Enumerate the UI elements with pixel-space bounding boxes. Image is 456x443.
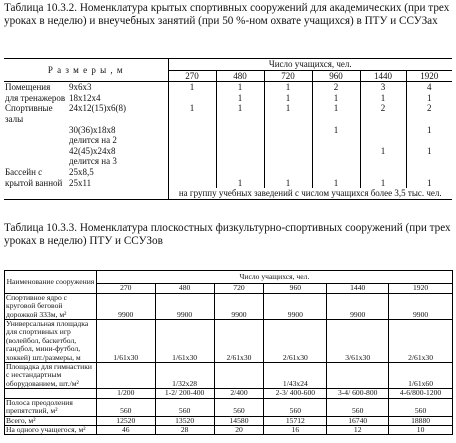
cell-value: 1 bbox=[406, 146, 452, 157]
cell-value bbox=[264, 156, 312, 167]
cell-value: 4-6/800-1200 bbox=[389, 389, 453, 398]
cell-value: 3/61х30 bbox=[327, 320, 389, 363]
cell-value bbox=[264, 167, 312, 178]
cell-value bbox=[264, 146, 312, 157]
column-header: 960 bbox=[312, 70, 360, 82]
table-row bbox=[4, 93, 452, 104]
cell-value bbox=[168, 178, 216, 189]
cell-value: 560 bbox=[96, 398, 155, 416]
row-name: Спортивное ядро с круговой беговой дорожкой 333м, м² bbox=[5, 293, 97, 319]
cell-value: 46 bbox=[96, 425, 155, 434]
table-row bbox=[4, 82, 452, 93]
cell-value: 28 bbox=[155, 425, 214, 434]
students-column-header: Число учащихся, чел. bbox=[96, 271, 452, 284]
cell-value: 1 bbox=[312, 178, 360, 189]
cell-value bbox=[216, 167, 264, 178]
row-size: делится на 3 bbox=[69, 156, 117, 167]
cell-value bbox=[312, 146, 360, 157]
cell-value bbox=[216, 156, 264, 167]
cell-value: 1 bbox=[168, 103, 216, 124]
cell-value: 1 bbox=[312, 103, 360, 124]
cell-value: 9900 bbox=[264, 293, 327, 319]
cell-value: 2 bbox=[406, 103, 452, 124]
students-column-header: Число учащихся, чел. bbox=[168, 59, 452, 71]
cell-value: 15712 bbox=[264, 416, 327, 425]
table-row bbox=[4, 178, 452, 189]
cell-value: 4 bbox=[406, 82, 452, 93]
cell-value bbox=[360, 135, 406, 146]
table-row bbox=[5, 320, 453, 363]
table-row bbox=[5, 416, 453, 425]
cell-value bbox=[327, 363, 389, 389]
column-header: 720 bbox=[264, 70, 312, 82]
cell-value: 1/61х30 bbox=[96, 320, 155, 363]
cell-value bbox=[264, 125, 312, 136]
cell-value: 1 bbox=[312, 125, 360, 136]
cell-value bbox=[406, 156, 452, 167]
column-header: 720 bbox=[214, 284, 264, 293]
table1-footnote: на группу учебных заведений с числом учащихся более 3,5 тыс. чел. bbox=[168, 188, 452, 199]
table2-body bbox=[5, 293, 453, 435]
row-name bbox=[4, 146, 68, 157]
cell-value bbox=[312, 156, 360, 167]
row-name bbox=[5, 389, 97, 398]
cell-value: 1/61х30 bbox=[155, 320, 214, 363]
cell-value: 3-4/ 600-800 bbox=[327, 389, 389, 398]
cell-value: 1 bbox=[406, 125, 452, 136]
indoor-facilities-table bbox=[4, 58, 452, 200]
cell-value bbox=[168, 167, 216, 178]
cell-value bbox=[168, 125, 216, 136]
cell-value: 2-3/ 400-600 bbox=[264, 389, 327, 398]
cell-value bbox=[360, 125, 406, 136]
cell-value: 12520 bbox=[96, 416, 155, 425]
cell-value: 1/200 bbox=[96, 389, 155, 398]
size-column-header: Р а з м е р ы , м bbox=[4, 59, 168, 82]
row-size: 30(36)х18х8 bbox=[69, 124, 116, 135]
cell-value bbox=[216, 135, 264, 146]
table-row bbox=[4, 167, 452, 178]
row-size: 18х12х4 bbox=[69, 92, 101, 103]
cell-value: 560 bbox=[389, 398, 453, 416]
cell-value: 3 bbox=[360, 82, 406, 93]
column-header: 270 bbox=[96, 284, 155, 293]
cell-value: 1 bbox=[168, 82, 216, 93]
name-column-header: Наименование сооружения bbox=[5, 271, 97, 294]
cell-value: 1 bbox=[360, 146, 406, 157]
cell-value bbox=[360, 156, 406, 167]
cell-value: 12 bbox=[327, 425, 389, 434]
cell-value bbox=[312, 167, 360, 178]
cell-value: 16740 bbox=[327, 416, 389, 425]
cell-value: 9900 bbox=[214, 293, 264, 319]
row-size: 25х8,5 bbox=[69, 166, 94, 177]
row-name: Спортивные залы bbox=[5, 103, 53, 124]
cell-value bbox=[168, 93, 216, 104]
table-row bbox=[4, 125, 452, 136]
cell-value bbox=[214, 363, 264, 389]
column-header: 480 bbox=[216, 70, 264, 82]
cell-value: 2 bbox=[312, 82, 360, 93]
cell-value: 9900 bbox=[96, 293, 155, 319]
cell-value: 16 bbox=[264, 425, 327, 434]
row-name: для тренажеров bbox=[5, 92, 66, 103]
table-row bbox=[5, 363, 453, 389]
cell-value: 2/61х30 bbox=[264, 320, 327, 363]
cell-value: 1 bbox=[312, 93, 360, 104]
cell-value: 1 bbox=[216, 82, 264, 93]
cell-value bbox=[168, 135, 216, 146]
cell-value: 9900 bbox=[327, 293, 389, 319]
cell-value: 1 bbox=[264, 93, 312, 104]
cell-value: 2/61х30 bbox=[214, 320, 264, 363]
cell-value bbox=[406, 135, 452, 146]
row-name: На одного учащегося, м² bbox=[5, 425, 97, 434]
cell-value: 18880 bbox=[389, 416, 453, 425]
cell-value: 1 bbox=[360, 93, 406, 104]
cell-value: 14580 bbox=[214, 416, 264, 425]
cell-value: 560 bbox=[214, 398, 264, 416]
row-name bbox=[4, 156, 68, 167]
table-row bbox=[4, 146, 452, 157]
table1-caption: Таблица 10.3.2. Номенклатура крытых спортивных сооружений для академических (при трех уроках в неделю) и внеучебных занятий (при 50 %-ном охвате учащихся) в ПТУ и ССУЗах bbox=[4, 2, 450, 27]
cell-value bbox=[168, 156, 216, 167]
table-row bbox=[4, 135, 452, 146]
cell-value: 1 bbox=[406, 93, 452, 104]
table-row bbox=[5, 398, 453, 416]
cell-value bbox=[360, 167, 406, 178]
cell-value: 560 bbox=[264, 398, 327, 416]
cell-value bbox=[406, 167, 452, 178]
table-row bbox=[4, 156, 452, 167]
cell-value bbox=[216, 146, 264, 157]
row-name: Помещения bbox=[5, 82, 51, 93]
row-size: делится на 2 bbox=[69, 135, 117, 146]
cell-value: 2 bbox=[360, 103, 406, 124]
cell-value bbox=[264, 135, 312, 146]
cell-value: 1/32х28 bbox=[155, 363, 214, 389]
cell-value: 1 bbox=[264, 82, 312, 93]
row-size: 25х11 bbox=[69, 177, 92, 188]
table1-body bbox=[4, 82, 452, 200]
row-name: Универсальная площадка для спортивных игр (волейбол, баскетбол, гандбол, мини-футбол, хоккей) шт./размеры, м bbox=[5, 320, 97, 363]
cell-value: 20 bbox=[214, 425, 264, 434]
table-row bbox=[4, 103, 452, 124]
cell-value: 1 bbox=[216, 103, 264, 124]
row-name bbox=[4, 125, 68, 136]
cell-value bbox=[168, 146, 216, 157]
outdoor-facilities-table bbox=[4, 270, 453, 435]
table-row bbox=[5, 389, 453, 398]
cell-value: 10 bbox=[389, 425, 453, 434]
column-header: 1920 bbox=[389, 284, 453, 293]
cell-value: 1 bbox=[216, 93, 264, 104]
row-name: Всего, м² bbox=[5, 416, 97, 425]
cell-value: 1/61х60 bbox=[389, 363, 453, 389]
column-header: 1920 bbox=[406, 70, 452, 82]
cell-value: 1 bbox=[360, 178, 406, 189]
empty-cell bbox=[4, 188, 168, 199]
column-header: 960 bbox=[264, 284, 327, 293]
cell-value: 9900 bbox=[155, 293, 214, 319]
cell-value: 1/43х24 bbox=[264, 363, 327, 389]
cell-value: 9900 bbox=[389, 293, 453, 319]
cell-value: 13520 bbox=[155, 416, 214, 425]
column-header: 270 bbox=[168, 70, 216, 82]
cell-value: 1 bbox=[264, 178, 312, 189]
table2-caption: Таблица 10.3.3. Номенклатура плоскостных физкультурно-спортивных сооружений (при трех уроках в неделю) ПТУ и ССУЗов bbox=[4, 222, 451, 247]
cell-value: 2/400 bbox=[214, 389, 264, 398]
cell-value: 560 bbox=[155, 398, 214, 416]
table-row bbox=[5, 425, 453, 434]
column-header: 1440 bbox=[360, 70, 406, 82]
row-name: крытой ванной bbox=[5, 177, 63, 188]
cell-value bbox=[96, 363, 155, 389]
table-row bbox=[5, 293, 453, 319]
row-name: Бассейн с bbox=[5, 166, 43, 177]
cell-value: 560 bbox=[327, 398, 389, 416]
row-size: 24х12(15)х6(8) bbox=[69, 103, 126, 114]
column-header: 480 bbox=[155, 284, 214, 293]
cell-value: 1 bbox=[216, 178, 264, 189]
column-header: 1440 bbox=[327, 284, 389, 293]
table-row bbox=[4, 188, 452, 199]
row-name: Площадка для гимнастики с нестандартным оборудованием, шт./м² bbox=[5, 363, 97, 389]
row-name bbox=[4, 135, 68, 146]
row-size: 9х6х3 bbox=[69, 82, 92, 93]
cell-value bbox=[216, 125, 264, 136]
cell-value: 1 bbox=[406, 178, 452, 189]
row-size: 42(45)х24х8 bbox=[69, 145, 116, 156]
row-name: Полоса преодоления препятствий, м² bbox=[5, 398, 97, 416]
cell-value bbox=[312, 135, 360, 146]
cell-value: 1-2/ 200-400 bbox=[155, 389, 214, 398]
cell-value: 2/61х30 bbox=[389, 320, 453, 363]
cell-value: 1 bbox=[264, 103, 312, 124]
